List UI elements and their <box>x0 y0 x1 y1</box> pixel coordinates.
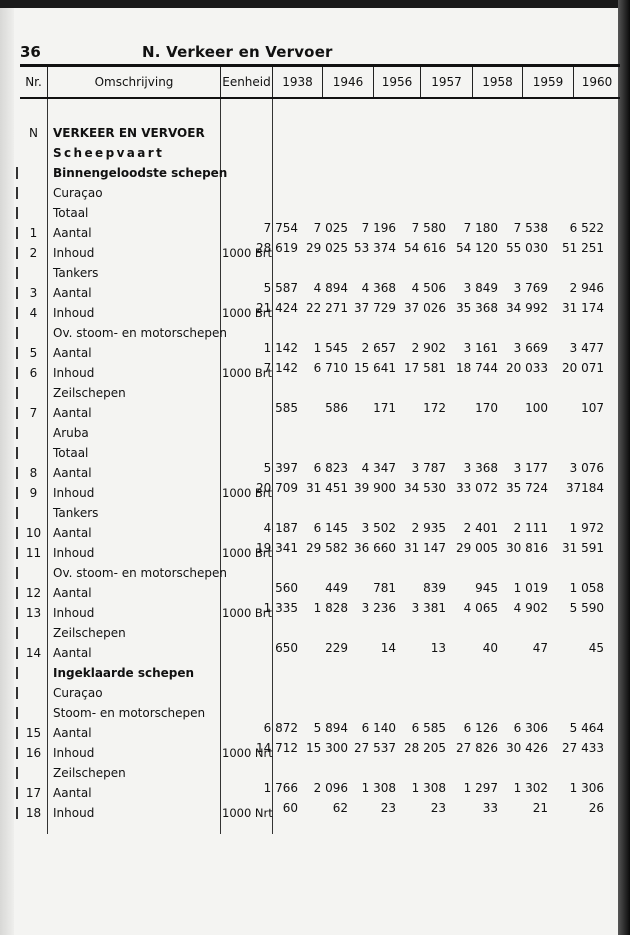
page-title: N. Verkeer en Vervoer <box>142 43 333 61</box>
table-row <box>20 643 620 663</box>
header-year-1956: 1956 <box>373 67 420 97</box>
header-year-1958: 1958 <box>472 67 522 97</box>
value-1946: 229 <box>325 641 348 655</box>
margin-mark <box>16 447 18 459</box>
row-label: VERKEER EN VERVOER <box>53 126 205 140</box>
row-label: Binnengeloodste schepen <box>53 166 228 180</box>
value-1960: 27 433 <box>562 741 604 755</box>
value-1946: 6 145 <box>313 521 348 535</box>
row-number: 4 <box>29 306 38 320</box>
margin-mark <box>16 167 18 179</box>
value-1958: 33 072 <box>456 481 498 495</box>
table-row <box>20 803 620 823</box>
value-1957: 13 <box>430 641 446 655</box>
margin-mark <box>16 547 18 559</box>
value-1957: 34 530 <box>404 481 446 495</box>
row-unit: 1000 Nrt <box>222 746 273 760</box>
row-number: 1 <box>29 226 38 240</box>
value-1956: 3 502 <box>361 521 396 535</box>
row-label: Zeilschepen <box>53 626 126 640</box>
table-row <box>20 563 620 583</box>
table-row <box>20 683 620 703</box>
margin-mark <box>16 607 18 619</box>
value-1946: 6 823 <box>313 461 348 475</box>
row-label: Inhoud <box>53 746 95 760</box>
value-1960: 1 972 <box>569 521 604 535</box>
row-unit: 1000 Brt <box>222 306 273 320</box>
margin-mark <box>16 587 18 599</box>
value-1959: 35 724 <box>506 481 548 495</box>
value-1938: 650 <box>275 641 298 655</box>
value-1960: 3 477 <box>569 341 604 355</box>
value-1956: 39 900 <box>354 481 396 495</box>
header-year-1938: 1938 <box>272 67 322 97</box>
value-1956: 15 641 <box>354 361 396 375</box>
value-1956: 27 537 <box>354 741 396 755</box>
table-row <box>20 363 620 383</box>
margin-mark <box>16 487 18 499</box>
value-1938: 560 <box>275 581 298 595</box>
value-1938: 28 619 <box>256 241 298 255</box>
value-1958: 33 <box>482 801 498 815</box>
row-unit: 1000 Brt <box>222 606 273 620</box>
row-number: 7 <box>29 406 38 420</box>
row-label: Ingeklaarde schepen <box>53 666 195 680</box>
margin-mark <box>16 707 18 719</box>
value-1956: 53 374 <box>354 241 396 255</box>
value-1946: 29 582 <box>306 541 348 555</box>
margin-mark <box>16 687 18 699</box>
value-1958: 2 401 <box>463 521 498 535</box>
value-1960: 2 946 <box>569 281 604 295</box>
row-number: 12 <box>25 586 42 600</box>
value-1956: 23 <box>380 801 396 815</box>
row-label: Zeilschepen <box>53 386 126 400</box>
table-row <box>20 263 620 283</box>
header-year-1960: 1960 <box>573 67 620 97</box>
value-1956: 7 196 <box>361 221 396 235</box>
table-row <box>20 703 620 723</box>
margin-mark <box>16 507 18 519</box>
value-1960: 51 251 <box>562 241 604 255</box>
value-1957: 6 585 <box>411 721 446 735</box>
margin-mark <box>16 767 18 779</box>
value-1957: 37 026 <box>404 301 446 315</box>
row-label: Aantal <box>53 286 92 300</box>
value-1960: 1 058 <box>569 581 604 595</box>
row-label: Tankers <box>53 266 99 280</box>
row-number: 18 <box>25 806 42 820</box>
page-number: 36 <box>20 43 41 61</box>
value-1956: 781 <box>373 581 396 595</box>
value-1946: 2 096 <box>313 781 348 795</box>
value-1946: 1 545 <box>313 341 348 355</box>
row-number: 9 <box>29 486 38 500</box>
value-1938: 6 872 <box>263 721 298 735</box>
margin-mark <box>16 227 18 239</box>
row-number: 16 <box>25 746 42 760</box>
table-row <box>20 543 620 563</box>
value-1959: 30 426 <box>506 741 548 755</box>
row-number: 13 <box>25 606 42 620</box>
table-row <box>20 483 620 503</box>
table-row <box>20 503 620 523</box>
margin-mark <box>16 267 18 279</box>
table-row <box>20 663 620 683</box>
value-1959: 2 111 <box>513 521 548 535</box>
table-row <box>20 383 620 403</box>
value-1957: 31 147 <box>404 541 446 555</box>
value-1960: 1 306 <box>569 781 604 795</box>
value-1958: 27 826 <box>456 741 498 755</box>
margin-mark <box>16 807 18 819</box>
value-1946: 22 271 <box>306 301 348 315</box>
row-label: Aantal <box>53 226 92 240</box>
value-1960: 3 076 <box>569 461 604 475</box>
value-1959: 21 <box>532 801 548 815</box>
value-1959: 7 538 <box>513 221 548 235</box>
header-unit: Eenheid <box>220 67 272 97</box>
value-1958: 6 126 <box>463 721 498 735</box>
value-1946: 6 710 <box>313 361 348 375</box>
value-1938: 4 187 <box>263 521 298 535</box>
page-left-edge <box>0 0 14 935</box>
value-1959: 3 769 <box>513 281 548 295</box>
value-1956: 6 140 <box>361 721 396 735</box>
value-1957: 2 935 <box>411 521 446 535</box>
table-row <box>20 283 620 303</box>
margin-mark <box>16 207 18 219</box>
table-row <box>20 783 620 803</box>
table-row <box>20 183 620 203</box>
margin-mark <box>16 427 18 439</box>
value-1958: 18 744 <box>456 361 498 375</box>
value-1959: 1 019 <box>513 581 548 595</box>
row-label: Stoom- en motorschepen <box>53 706 206 720</box>
margin-mark <box>16 747 18 759</box>
value-1956: 1 308 <box>361 781 396 795</box>
row-label: Inhoud <box>53 546 95 560</box>
row-number: 3 <box>29 286 38 300</box>
table-row <box>20 323 620 343</box>
row-label: Curaçao <box>53 186 103 200</box>
row-label: Aantal <box>53 346 92 360</box>
row-unit: 1000 Brt <box>222 486 273 500</box>
value-1957: 28 205 <box>404 741 446 755</box>
row-number: 15 <box>25 726 42 740</box>
value-1957: 23 <box>430 801 446 815</box>
table-row <box>20 163 620 183</box>
table-row <box>20 423 620 443</box>
margin-mark <box>16 327 18 339</box>
value-1957: 7 580 <box>411 221 446 235</box>
value-1960: 31 591 <box>562 541 604 555</box>
margin-mark <box>16 647 18 659</box>
row-unit: 1000 Brt <box>222 546 273 560</box>
value-1956: 3 236 <box>361 601 396 615</box>
value-1946: 7 025 <box>313 221 348 235</box>
value-1938: 1 335 <box>263 601 298 615</box>
margin-mark <box>16 787 18 799</box>
value-1956: 14 <box>380 641 396 655</box>
row-label: Totaal <box>53 206 89 220</box>
table-row <box>20 143 620 163</box>
row-label: Aantal <box>53 786 92 800</box>
value-1938: 7 142 <box>263 361 298 375</box>
header-rule <box>20 97 620 99</box>
value-1946: 4 894 <box>313 281 348 295</box>
table-row <box>20 603 620 623</box>
row-label: Inhoud <box>53 606 95 620</box>
margin-mark <box>16 627 18 639</box>
value-1959: 3 177 <box>513 461 548 475</box>
row-label: Aantal <box>53 586 92 600</box>
value-1958: 40 <box>482 641 498 655</box>
value-1957: 3 787 <box>411 461 446 475</box>
row-number: 11 <box>25 546 42 560</box>
value-1958: 54 120 <box>456 241 498 255</box>
value-1938: 60 <box>282 801 298 815</box>
value-1959: 1 302 <box>513 781 548 795</box>
value-1959: 4 902 <box>513 601 548 615</box>
row-label: Inhoud <box>53 366 95 380</box>
value-1959: 100 <box>525 401 548 415</box>
row-number: 10 <box>25 526 42 540</box>
value-1958: 4 065 <box>463 601 498 615</box>
row-number: N <box>29 126 38 140</box>
value-1956: 2 657 <box>361 341 396 355</box>
value-1957: 1 308 <box>411 781 446 795</box>
value-1946: 5 894 <box>313 721 348 735</box>
header-description: Omschrijving <box>47 67 220 97</box>
value-1958: 29 005 <box>456 541 498 555</box>
margin-mark <box>16 527 18 539</box>
table-row <box>20 623 620 643</box>
table-row <box>20 763 620 783</box>
value-1957: 54 616 <box>404 241 446 255</box>
value-1946: 29 025 <box>306 241 348 255</box>
page-top-edge <box>0 0 630 8</box>
row-label: Aantal <box>53 726 92 740</box>
value-1938: 585 <box>275 401 298 415</box>
table-row <box>20 203 620 223</box>
value-1960: 26 <box>588 801 604 815</box>
table-row <box>20 443 620 463</box>
margin-mark <box>16 387 18 399</box>
table-row <box>20 123 620 143</box>
margin-mark <box>16 667 18 679</box>
value-1957: 17 581 <box>404 361 446 375</box>
table-row <box>20 583 620 603</box>
margin-mark <box>16 287 18 299</box>
table-row <box>20 223 620 243</box>
value-1938: 7 754 <box>263 221 298 235</box>
value-1946: 449 <box>325 581 348 595</box>
value-1956: 36 660 <box>354 541 396 555</box>
value-1958: 35 368 <box>456 301 498 315</box>
row-label: Curaçao <box>53 686 103 700</box>
value-1960: 5 590 <box>569 601 604 615</box>
row-label: Aantal <box>53 646 92 660</box>
row-unit: 1000 Brt <box>222 366 273 380</box>
margin-mark <box>16 367 18 379</box>
value-1958: 1 297 <box>463 781 498 795</box>
value-1959: 55 030 <box>506 241 548 255</box>
value-1959: 20 033 <box>506 361 548 375</box>
header-nr: Nr. <box>25 75 42 89</box>
margin-mark <box>16 347 18 359</box>
table-row <box>20 343 620 363</box>
value-1938: 1 142 <box>263 341 298 355</box>
row-unit: 1000 Nrt <box>222 806 273 820</box>
value-1959: 30 816 <box>506 541 548 555</box>
row-label: Inhoud <box>53 306 95 320</box>
header-year-1946: 1946 <box>322 67 373 97</box>
value-1957: 839 <box>423 581 446 595</box>
value-1938: 19 341 <box>256 541 298 555</box>
value-1946: 31 451 <box>306 481 348 495</box>
value-1958: 7 180 <box>463 221 498 235</box>
row-label: Aantal <box>53 406 92 420</box>
value-1960: 45 <box>588 641 604 655</box>
row-number: 2 <box>29 246 38 260</box>
row-number: 5 <box>29 346 38 360</box>
margin-mark <box>16 247 18 259</box>
table-row <box>20 463 620 483</box>
value-1946: 15 300 <box>306 741 348 755</box>
value-1946: 62 <box>332 801 348 815</box>
value-1960: 37184 <box>565 481 604 495</box>
value-1938: 21 424 <box>256 301 298 315</box>
value-1958: 3 161 <box>463 341 498 355</box>
margin-mark <box>16 727 18 739</box>
value-1960: 107 <box>581 401 604 415</box>
row-number: 8 <box>29 466 38 480</box>
row-label: Totaal <box>53 446 89 460</box>
table-row <box>20 723 620 743</box>
value-1957: 4 506 <box>411 281 446 295</box>
value-1960: 31 174 <box>562 301 604 315</box>
margin-mark <box>16 467 18 479</box>
table-row <box>20 303 620 323</box>
table-row <box>20 403 620 423</box>
value-1956: 37 729 <box>354 301 396 315</box>
row-number: 6 <box>29 366 38 380</box>
row-label: Scheepvaart <box>53 146 165 160</box>
row-label: Aantal <box>53 466 92 480</box>
value-1958: 170 <box>475 401 498 415</box>
row-label: Ov. stoom- en motorschepen <box>53 566 227 580</box>
table-row <box>20 523 620 543</box>
header-year-1959: 1959 <box>522 67 573 97</box>
value-1958: 3 368 <box>463 461 498 475</box>
value-1938: 20 709 <box>256 481 298 495</box>
header-year-1957: 1957 <box>420 67 472 97</box>
row-label: Tankers <box>53 506 99 520</box>
value-1956: 171 <box>373 401 396 415</box>
value-1938: 1 766 <box>263 781 298 795</box>
row-label: Aantal <box>53 526 92 540</box>
value-1946: 1 828 <box>313 601 348 615</box>
value-1946: 586 <box>325 401 348 415</box>
value-1960: 6 522 <box>569 221 604 235</box>
row-number: 17 <box>25 786 42 800</box>
value-1958: 945 <box>475 581 498 595</box>
value-1956: 4 368 <box>361 281 396 295</box>
row-label: Aruba <box>53 426 89 440</box>
value-1958: 3 849 <box>463 281 498 295</box>
table-row <box>20 743 620 763</box>
value-1957: 172 <box>423 401 446 415</box>
row-label: Inhoud <box>53 246 95 260</box>
value-1959: 47 <box>532 641 548 655</box>
row-label: Zeilschepen <box>53 766 126 780</box>
value-1960: 20 071 <box>562 361 604 375</box>
value-1959: 3 669 <box>513 341 548 355</box>
value-1938: 5 397 <box>263 461 298 475</box>
value-1938: 5 587 <box>263 281 298 295</box>
row-label: Inhoud <box>53 806 95 820</box>
row-label: Inhoud <box>53 486 95 500</box>
table-row <box>20 243 620 263</box>
row-number: 14 <box>25 646 42 660</box>
value-1959: 6 306 <box>513 721 548 735</box>
value-1956: 4 347 <box>361 461 396 475</box>
margin-mark <box>16 567 18 579</box>
value-1957: 2 902 <box>411 341 446 355</box>
row-label: Ov. stoom- en motorschepen <box>53 326 227 340</box>
value-1959: 34 992 <box>506 301 548 315</box>
margin-mark <box>16 407 18 419</box>
margin-mark <box>16 187 18 199</box>
value-1960: 5 464 <box>569 721 604 735</box>
value-1938: 14 712 <box>256 741 298 755</box>
row-unit: 1000 Brt <box>222 246 273 260</box>
margin-mark <box>16 307 18 319</box>
value-1957: 3 381 <box>411 601 446 615</box>
